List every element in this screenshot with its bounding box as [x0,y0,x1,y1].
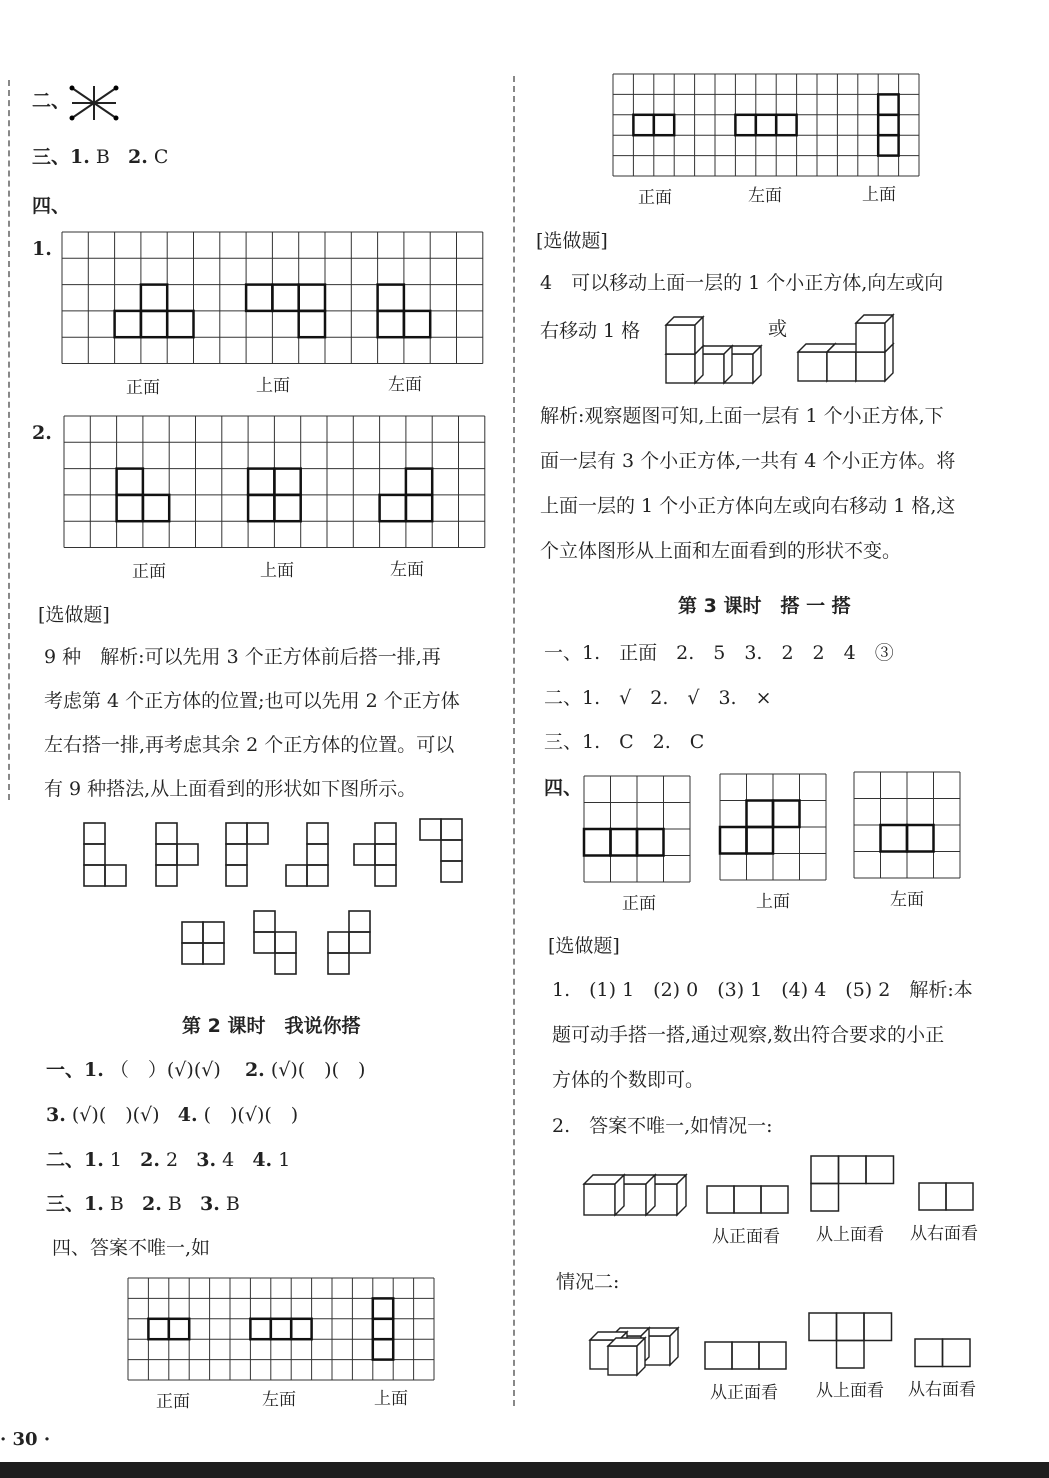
view-cell [299,311,325,337]
case1-label-right: 从右面看 [910,1224,978,1244]
shape-cell [420,819,441,840]
shape-cell [864,1313,892,1341]
cube-face [666,325,695,354]
shape-cell [946,1183,973,1210]
l2-row-4: 三、1. B 2. B 3. B [46,1193,240,1215]
shape-cell [349,911,370,932]
optional-tag-left: [选做题] [38,604,110,626]
view-cell [117,469,143,495]
shape-cell [441,861,462,882]
view-cell [584,829,611,856]
l2-row-5: 四、答案不唯一,如 [52,1237,211,1259]
case2-right-view [914,1338,972,1368]
case2-text: 情况二: [556,1271,620,1293]
view-cell [776,115,796,135]
shape-cell [275,953,296,974]
l3-row-3: 三、1. C 2. C [544,731,705,753]
shape-cell [375,865,396,886]
optional-tag-right: [选做题] [536,230,608,252]
shape-cell [203,943,224,964]
l2-label-left: 左面 [262,1390,296,1410]
view-cell [378,285,404,311]
view-cell [380,495,406,521]
optional-tag-right-2: [选做题] [548,935,620,957]
analysis-line-3: 上面一层的 1 个小正方体向左或向右移动 1 格,这 [540,495,956,517]
l3-label-top: 上面 [756,892,790,912]
section-4-label: 四、 [32,195,71,217]
lesson-2-title: 第 2 课时 我说你搭 [182,1015,361,1037]
view-cell [633,115,653,135]
section-3-answers: 三、1. B 2. C [32,146,169,168]
optional-text-line-2: 考虑第 4 个正方体的位置;也可以先用 2 个正方体 [44,690,460,712]
shape-cell [226,823,247,844]
view-cell [250,1319,270,1339]
l2-row-1: 一、1. （ ）(√)(√) 2. (√)( )( ) [46,1059,366,1081]
grid-l3-left [854,772,962,878]
view-cell [654,115,674,135]
opt1-line-2: 题可动手搭一搭,通过观察,数出符合要求的小正 [552,1024,945,1046]
shape-cell [307,865,328,886]
shape-cell [307,844,328,865]
analysis-line-2: 面一层有 3 个小正方体,一共有 4 个小正方体。将 [540,450,956,472]
case1-label-front: 从正面看 [712,1227,780,1247]
view-cell [373,1339,393,1359]
shape-cell [182,943,203,964]
shape-cell [811,1156,839,1184]
cube-figure-right-shift [796,316,896,384]
view-cell [637,829,664,856]
shape-cell [734,1186,761,1213]
view-cell [167,311,193,337]
opt1-line-3: 方体的个数即可。 [552,1069,705,1091]
left-margin-line [8,80,10,800]
l2-label-top: 上面 [374,1389,408,1409]
shape-cell [375,823,396,844]
shape-cell [275,932,296,953]
case1-top-view [810,1155,896,1213]
view-cell [747,827,774,854]
q2-number: 2. [32,422,52,444]
cube-face [666,354,695,383]
optional-text-line-1: 9 种 解析:可以先用 3 个正方体前后搭一排,再 [44,646,441,668]
opt1-line-1: 1. (1) 1 (2) 0 (3) 1 (4) 4 (5) 2 解析:本 [552,979,973,1001]
view-cell [373,1298,393,1318]
shape-cell [226,865,247,886]
cube-face [798,352,827,381]
shape-cell [203,922,224,943]
ans4-line-2: 右移动 1 格 [540,320,641,342]
shape-cell [328,953,349,974]
l3-row-2: 二、1. √ 2. √ 3. × [544,687,772,709]
cube-face [856,323,885,352]
case2-front-view [704,1341,788,1371]
shape-cell [759,1342,786,1369]
shape-cell [105,865,126,886]
grid-l2-q4 [128,1278,434,1382]
view-cell [274,495,300,521]
shape-cell [84,844,105,865]
shape-cell [705,1342,732,1369]
shape-cell [915,1339,943,1367]
view-cell [169,1319,189,1339]
shape-cell [254,932,275,953]
shape-cell [349,932,370,953]
l2-row-2: 3. (√)( )(√) 4. ( )(√)( ) [46,1104,299,1126]
view-cell [747,801,774,828]
view-cell [272,285,298,311]
grid-top-right [613,74,919,178]
shape-cell [156,823,177,844]
shape-cell [286,865,307,886]
view-cell [611,829,638,856]
view-cell [878,135,898,155]
section-2-label: 二、 [32,90,71,112]
q1-number: 1. [32,238,52,260]
scan-bottom-edge [0,1462,1049,1478]
q2-label-top: 上面 [260,561,294,581]
cube-figure-left-shift [664,318,764,386]
case1-front-view [706,1185,790,1215]
shape-cell [226,844,247,865]
view-cell [378,311,404,337]
grid-l3-front [584,776,692,882]
view-cell [248,469,274,495]
shape-cell [182,922,203,943]
view-cell [406,469,432,495]
shape-cell [84,823,105,844]
tr-label-top: 上面 [862,185,896,205]
l3-row-4: 四、 [544,777,583,799]
view-cell [117,495,143,521]
shape-cell [837,1341,865,1369]
shape-cell [375,844,396,865]
l3-label-front: 正面 [622,894,656,914]
shape-cell [837,1313,865,1341]
shape-cell [919,1183,946,1210]
page-number: · 30 · [0,1429,51,1450]
grid-l3-top [720,774,828,880]
view-cell [878,94,898,114]
tr-label-left: 左面 [748,186,782,206]
shape-cell [441,819,462,840]
shape-cell [707,1186,734,1213]
shape-cell [307,823,328,844]
optional-text-line-4: 有 9 种搭法,从上面看到的形状如下图所示。 [44,778,417,800]
view-cell [115,311,141,337]
shape-cell [761,1186,788,1213]
l3-row-1: 一、1. 正面 2. 5 3. 2 2 4 ③ [544,642,894,664]
view-cell [907,825,934,852]
view-cell [735,115,755,135]
opt2-text: 2. 答案不唯一,如情况一: [552,1115,773,1137]
analysis-line-4: 个立体图形从上面和左面看到的形状不变。 [540,540,902,562]
view-cell [291,1319,311,1339]
l2-row-3: 二、1. 1 2. 2 3. 4 4. 1 [46,1149,291,1171]
view-cell [248,495,274,521]
optional-text-line-3: 左右搭一排,再考虑其余 2 个正方体的位置。可以 [44,734,455,756]
shape-cell [247,823,268,844]
shape-cell [84,865,105,886]
case1-right-view [918,1182,974,1212]
nine-top-view-shapes [80,815,480,985]
grid-q2 [64,416,486,548]
shape-cell [839,1156,867,1184]
view-cell [246,285,272,311]
shape-cell [441,840,462,861]
shape-cell [866,1156,894,1184]
shape-cell [254,911,275,932]
view-cell [141,285,167,311]
shape-cell [156,865,177,886]
analysis-line-1: 解析:观察题图可知,上面一层有 1 个小正方体,下 [540,405,944,427]
view-cell [148,1319,168,1339]
or-text: 或 [768,318,788,340]
q2-label-front: 正面 [132,562,166,582]
ans4-line-1: 4 可以移动上面一层的 1 个小正方体,向左或向 [540,272,944,294]
view-cell [299,285,325,311]
view-cell [271,1319,291,1339]
view-cell [773,801,800,828]
grid-q1 [62,232,484,364]
case2-label-right: 从右面看 [908,1380,976,1400]
case1-solid [580,1170,690,1220]
case2-label-top: 从上面看 [816,1381,884,1401]
shape-cell [809,1313,837,1341]
view-cell [274,469,300,495]
view-cell [720,827,747,854]
matching-lines-icon [68,84,120,124]
q1-label-top: 上面 [256,376,290,396]
cube-face [608,1346,637,1375]
view-cell [373,1319,393,1339]
case1-label-top: 从上面看 [816,1225,884,1245]
cube-face [827,352,856,381]
cube-face [856,352,885,381]
view-cell [143,495,169,521]
cube-face [584,1184,615,1215]
l3-label-left: 左面 [890,890,924,910]
shape-cell [732,1342,759,1369]
view-cell [881,825,908,852]
tr-label-front: 正面 [638,188,672,208]
shape-cell [354,844,375,865]
q1-label-left: 左面 [388,375,422,395]
shape-cell [328,932,349,953]
view-cell [878,115,898,135]
view-cell [406,495,432,521]
shape-cell [811,1184,839,1212]
view-cell [141,311,167,337]
view-cell [404,311,430,337]
case2-solid [586,1326,686,1374]
shape-cell [156,844,177,865]
shape-cell [177,844,198,865]
l2-label-front: 正面 [156,1392,190,1412]
view-cell [756,115,776,135]
q2-label-left: 左面 [390,560,424,580]
lesson-3-title: 第 3 课时 搭 一 搭 [678,595,851,617]
case2-top-view [808,1312,894,1370]
case2-label-front: 从正面看 [710,1383,778,1403]
shape-cell [943,1339,971,1367]
column-divider [513,76,515,1406]
q1-label-front: 正面 [126,378,160,398]
